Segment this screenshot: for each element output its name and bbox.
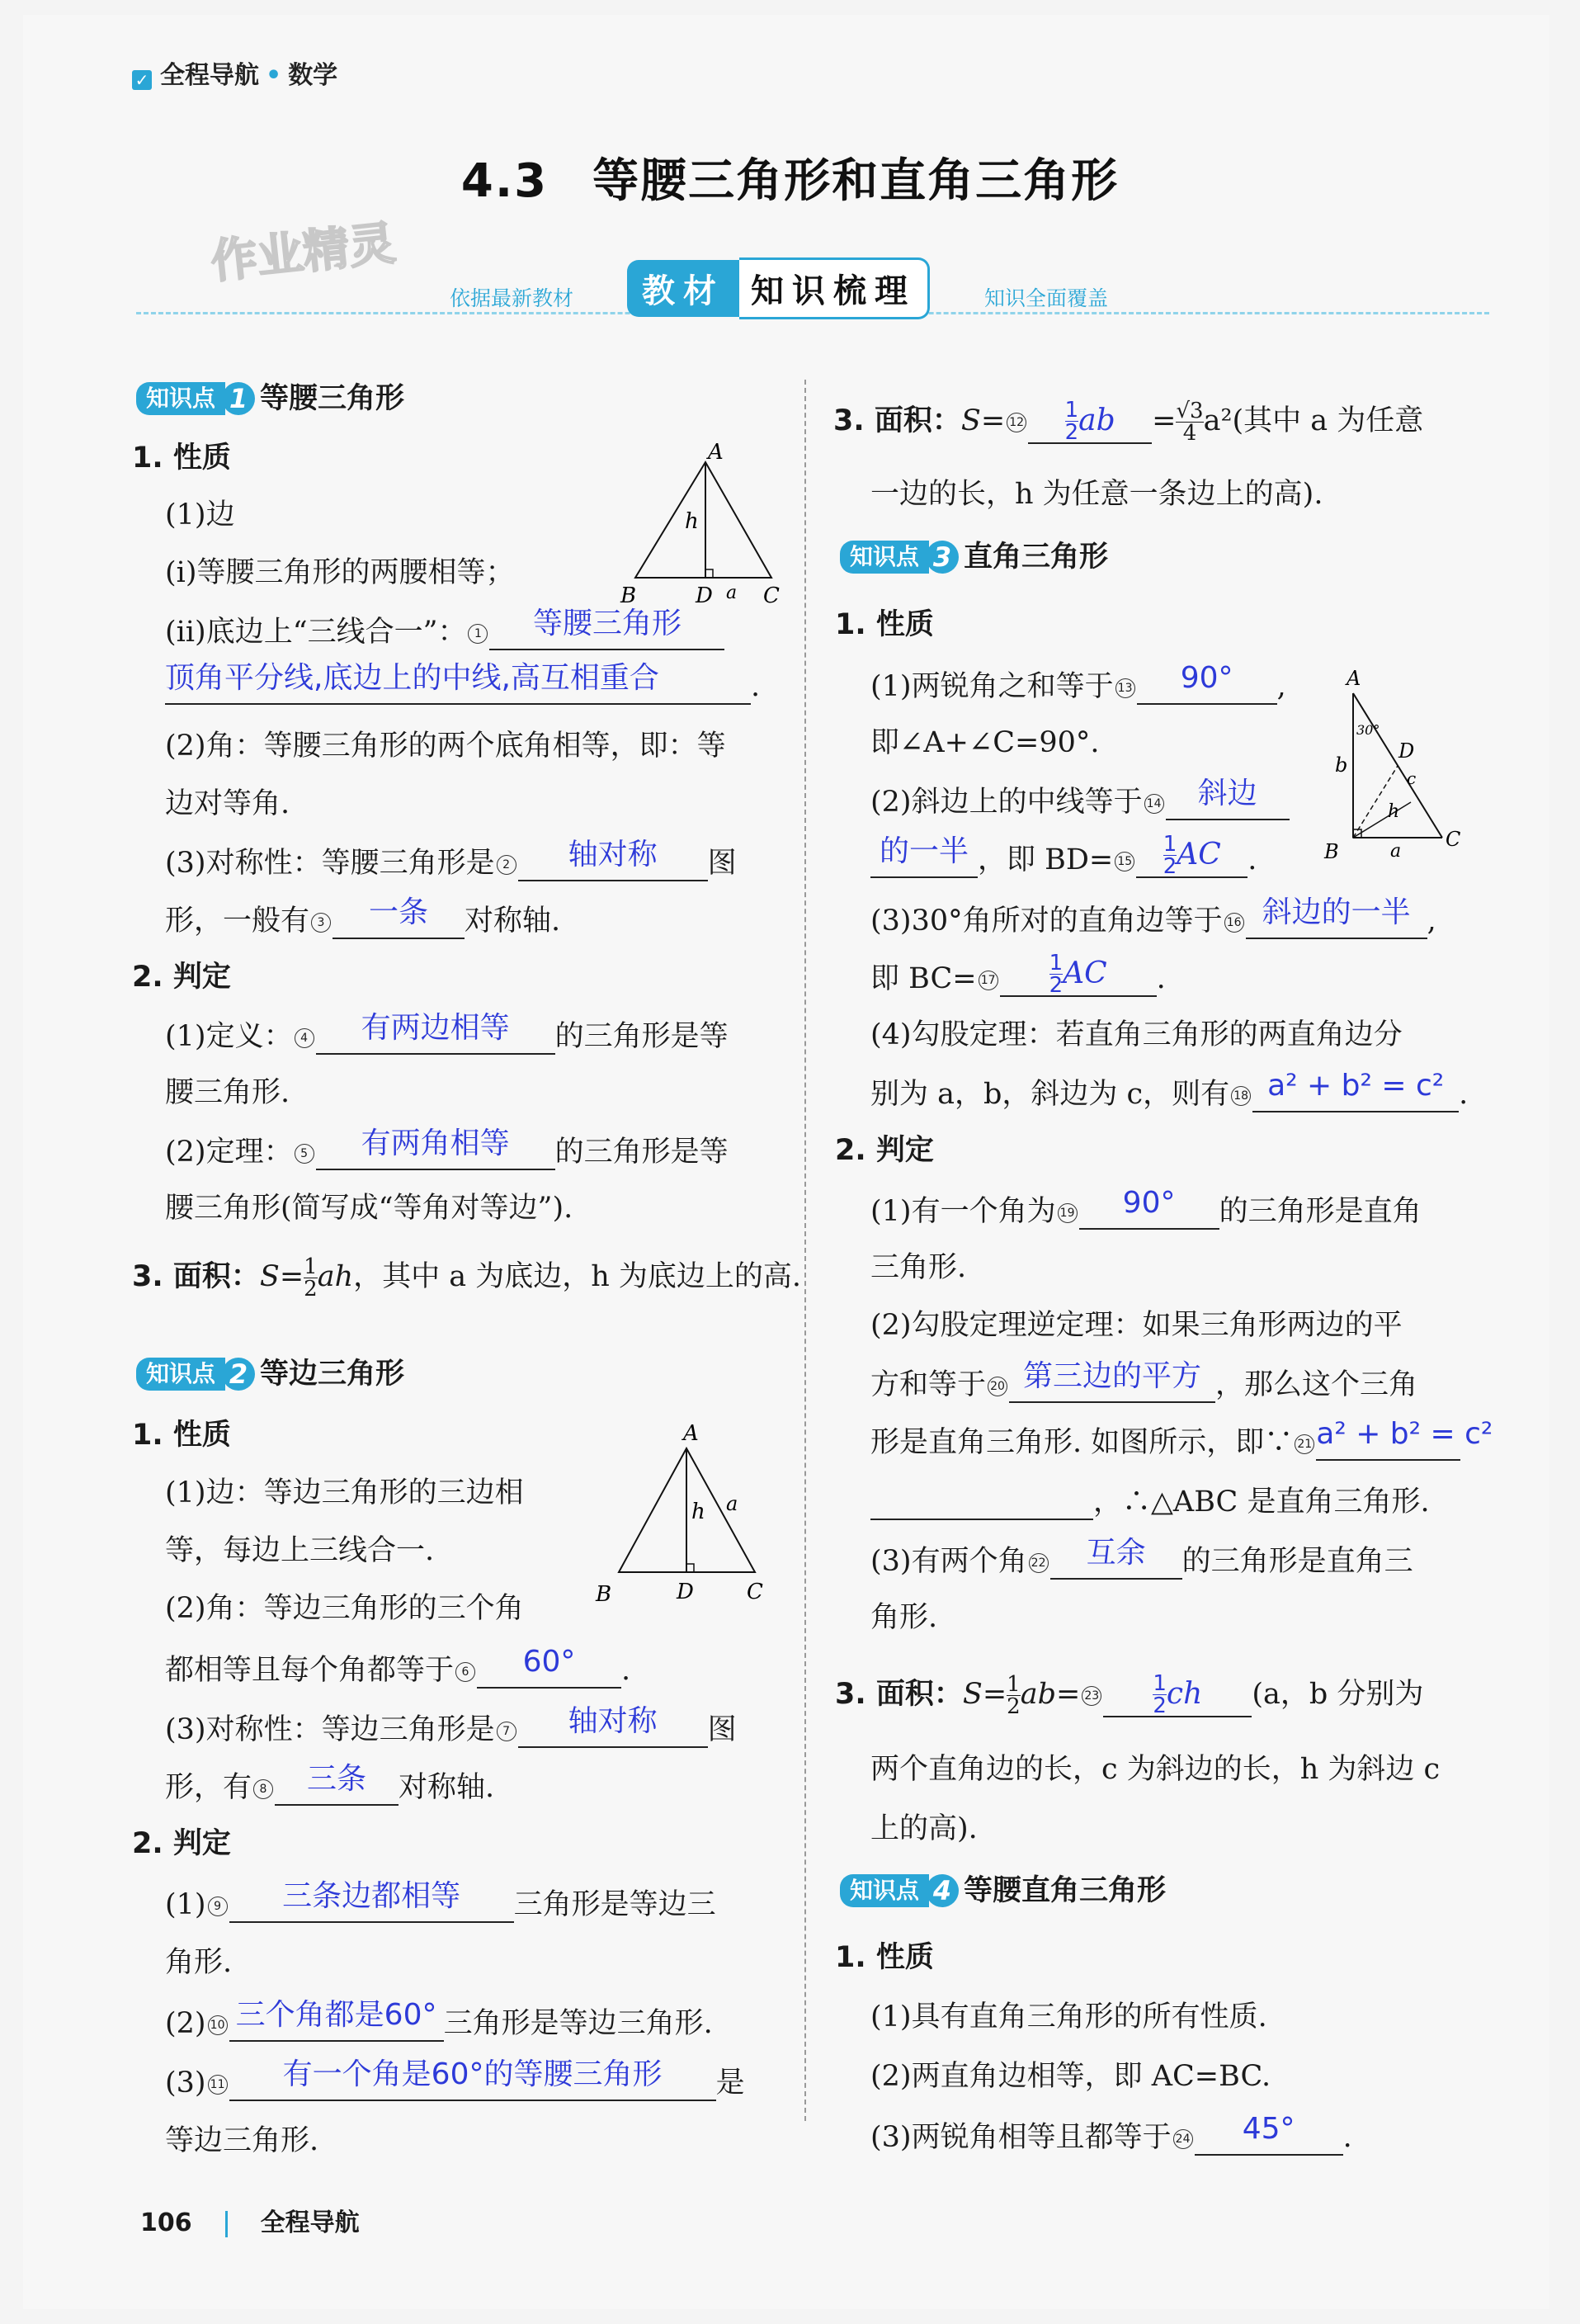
text: 别为 a，b，斜边为 c，则有 xyxy=(870,1078,1230,1111)
kp1-l12: 腰三角形(简写成“等角对等边”). xyxy=(165,1192,573,1225)
text: 的三角形是等 xyxy=(554,1136,729,1169)
kp3-l18: 两个直角边的长，c 为斜边的长，h 为斜边 c xyxy=(870,1753,1441,1786)
blank-4 xyxy=(316,1011,555,1055)
blank-index: 19 xyxy=(1058,1203,1078,1223)
kp3-h2: 2. 判定 xyxy=(835,1134,934,1167)
answer-15: AC xyxy=(1177,837,1221,872)
blank-index: 20 xyxy=(988,1377,1007,1396)
kp1-l9 xyxy=(165,1011,729,1055)
answer-23: ch xyxy=(1166,1676,1203,1711)
kp3-l16: 角形. xyxy=(870,1601,938,1634)
fraction: $\frac{1}{2}$ xyxy=(1049,951,1064,998)
blank-index: 21 xyxy=(1295,1434,1314,1454)
text: 对称轴. xyxy=(399,1771,495,1804)
answer-3: 一条 xyxy=(369,895,429,929)
text: 三角形是等边三 xyxy=(513,1888,716,1921)
blank-14b xyxy=(870,834,978,878)
svg-text:B: B xyxy=(1324,840,1339,863)
page-footer xyxy=(140,2202,360,2238)
fraction: $\frac{1}{2}$ xyxy=(304,1254,318,1301)
blank-6 xyxy=(477,1645,621,1689)
text: a²(其中 a 为任意 xyxy=(1203,404,1424,437)
blank-index: 14 xyxy=(1144,794,1164,814)
blank-index: 15 xyxy=(1115,852,1134,872)
kp1-l5: (2)角：等腰三角形的两个底角相等，即：等 xyxy=(165,730,726,763)
text: 的三角形是等 xyxy=(554,1020,729,1053)
kp-title: 等腰三角形 xyxy=(260,382,405,415)
svg-text:A: A xyxy=(708,440,724,465)
text: 的三角形是直角三 xyxy=(1181,1545,1413,1578)
text: (2) xyxy=(165,2007,206,2040)
answer-7: 轴对称 xyxy=(568,1704,658,1738)
banner-part-b: 知识梳理 xyxy=(739,257,930,319)
kp4-l2: (2)两直角边相等，即 AC=BC. xyxy=(870,2060,1271,2093)
blank-3 xyxy=(333,895,465,939)
kp2-l11: 等边三角形. xyxy=(165,2124,319,2157)
kp1-l1: (1)边 xyxy=(165,498,235,531)
kp3-l8: 别为 a，b，斜边为 c，则有 18 a² + b² = c² . xyxy=(870,1069,1469,1111)
page-header xyxy=(132,54,337,91)
kp1-l4: 顶角平分线,底边上的中线,高互相重合 . xyxy=(165,661,761,703)
answer-21: a² + b² = c² xyxy=(1316,1417,1493,1451)
fraction: $\frac{1}{2}$ xyxy=(1153,1671,1167,1718)
kp2-l6 xyxy=(165,1762,495,1806)
dot-separator: • xyxy=(266,61,282,90)
blank-index: 2 xyxy=(497,855,516,875)
isosceles-triangle-figure xyxy=(619,437,784,611)
answer-12: ab xyxy=(1078,403,1115,437)
blank-15 xyxy=(1136,832,1247,879)
text: (ⅱ)底边上“三线合一”： xyxy=(165,616,467,649)
header-brand: 全程导航 xyxy=(160,61,259,90)
kp-title: 等腰直角三角形 xyxy=(964,1874,1167,1907)
text: 形，一般有 xyxy=(165,905,310,938)
answer-20: 第三边的平方 xyxy=(1023,1359,1202,1393)
kp1-h1: 1. 性质 xyxy=(132,442,231,475)
kp1-l6: 边对等角. xyxy=(165,787,290,820)
text: 形，有 xyxy=(165,1771,252,1804)
kp2-l10 xyxy=(165,2057,745,2101)
text: 图 xyxy=(707,847,737,880)
svg-text:c: c xyxy=(1407,768,1417,788)
text: ，即 BD= xyxy=(978,843,1114,876)
kp2-l7 xyxy=(165,1879,716,1923)
kp3-l1: (1)两锐角之和等于 13 90° , xyxy=(870,661,1286,703)
kp-title: 直角三角形 xyxy=(964,541,1109,574)
answer-14: 斜边 xyxy=(1197,777,1257,810)
kp3-area: 3. 面积：S= $\frac{1}{2}$ ab= 23 $\frac{1}{2}$ ch (a，b 分别为 xyxy=(835,1671,1424,1719)
answer-9: 三条边都相等 xyxy=(282,1879,461,1913)
blank-13 xyxy=(1137,661,1277,705)
kp2-l4: 都相等且每个角都等于 6 60° . xyxy=(165,1645,631,1687)
svg-text:D: D xyxy=(1398,739,1415,763)
kp4-heading xyxy=(840,1872,1166,1909)
area-heading: 3. 面积： xyxy=(132,1260,260,1293)
answer-19: 90° xyxy=(1122,1186,1176,1220)
answer-22: 互余 xyxy=(1086,1536,1146,1570)
svg-text:D: D xyxy=(677,1580,694,1604)
kp3-l11: (2)勾股定理逆定理：如果三角形两边的平 xyxy=(870,1309,1403,1342)
kp3-h1: 1. 性质 xyxy=(835,608,934,641)
kp4-h1: 1. 性质 xyxy=(835,1941,934,1974)
answer-14b: 的一半 xyxy=(879,834,969,868)
text: (1)两锐角之和等于 xyxy=(870,670,1114,703)
answer-1: 等腰三角形 xyxy=(532,607,682,640)
text: (2)斜边上的中线等于 xyxy=(870,786,1143,819)
kp3-l6: 即 BC= 17 $\frac{1}{2}$ AC . xyxy=(870,951,1166,998)
blank-11 xyxy=(229,2057,716,2101)
blank-index: 24 xyxy=(1173,2129,1193,2149)
svg-text:B: B xyxy=(620,583,637,608)
text: 方和等于 xyxy=(870,1368,987,1401)
text: 三角形是等边三角形. xyxy=(443,2007,713,2040)
area-heading: 3. 面积： xyxy=(835,1678,963,1711)
kp3-l4: 的一半 ，即 BD= 15 $\frac{1}{2}$ AC . xyxy=(870,840,1257,878)
blank-index: 16 xyxy=(1224,913,1244,933)
svg-text:C: C xyxy=(1446,828,1461,851)
blank-index: 3 xyxy=(311,913,331,933)
answer-17: AC xyxy=(1063,956,1107,990)
text: (3) xyxy=(165,2067,206,2100)
kp2-heading xyxy=(136,1355,404,1392)
header-subject: 数学 xyxy=(288,61,338,90)
blank-23 xyxy=(1103,1671,1252,1718)
blank-5 xyxy=(316,1127,555,1170)
blank-index: 4 xyxy=(295,1028,314,1048)
kp1-l11 xyxy=(165,1127,729,1170)
kp2-area: 3. 面积：S= 12 $\frac{1}{2}$ ab = $\frac{√3}{4}$ a²(其中 a 为任意 xyxy=(833,398,1424,446)
text: (1)有一个角为 xyxy=(870,1195,1056,1228)
svg-text:b: b xyxy=(1335,753,1348,777)
svg-text:h: h xyxy=(691,1500,705,1524)
blank-20 xyxy=(1009,1359,1215,1403)
kp-title: 等边三角形 xyxy=(260,1358,405,1391)
answer-8: 三条 xyxy=(307,1762,367,1796)
blank-index: 11 xyxy=(208,2075,228,2095)
blank-1b xyxy=(165,661,751,705)
watermark-logo: 作业精灵 xyxy=(208,216,399,290)
text: 图 xyxy=(707,1713,737,1746)
kp1-l3 xyxy=(165,607,724,650)
answer-2: 轴对称 xyxy=(568,838,658,872)
answer-11: 有一个角是60°的等腰三角形 xyxy=(282,2057,663,2091)
blank-index: 12 xyxy=(1007,413,1026,432)
svg-text:a: a xyxy=(1390,841,1402,862)
kp-tag: 知识点 xyxy=(136,1358,225,1391)
text: 形是直角三角形. 如图所示，即∵ xyxy=(870,1426,1294,1459)
kp-number: 3 xyxy=(926,541,959,574)
answer-5: 有两角相等 xyxy=(361,1127,510,1160)
kp3-l7: (4)勾股定理：若直角三角形的两直角边分 xyxy=(870,1018,1403,1051)
kp2-l9 xyxy=(165,1998,713,2042)
blank-index: 7 xyxy=(497,1722,516,1741)
blank-12 xyxy=(1028,398,1152,445)
svg-text:D: D xyxy=(696,583,713,608)
kp2-l5 xyxy=(165,1704,737,1748)
text: ，∴△ABC 是直角三角形. xyxy=(1093,1486,1430,1519)
text: 都相等且每个角都等于 xyxy=(165,1654,455,1687)
kp3-l9 xyxy=(870,1186,1422,1230)
blank-10 xyxy=(229,1998,444,2042)
answer-6: 60° xyxy=(522,1645,576,1679)
footer-brand: 全程导航 xyxy=(260,2208,360,2237)
blank-index: 13 xyxy=(1115,678,1135,698)
kp3-l19: 上的高). xyxy=(870,1812,978,1845)
blank-index: 6 xyxy=(455,1662,475,1682)
blank-8 xyxy=(275,1762,399,1806)
svg-text:h: h xyxy=(1388,801,1400,822)
text: (3)两锐角相等且都等于 xyxy=(870,2121,1172,2154)
blank-7 xyxy=(518,1704,708,1748)
kp-tag: 知识点 xyxy=(840,541,929,574)
fraction: $\frac{√3}{4}$ xyxy=(1176,399,1204,446)
text: (3)有两个角 xyxy=(870,1545,1027,1578)
kp3-l10: 三角形. xyxy=(870,1251,967,1284)
answer-18: a² + b² = c² xyxy=(1267,1069,1445,1103)
right-triangle-figure xyxy=(1320,660,1477,867)
svg-text:30°: 30° xyxy=(1356,722,1380,738)
text: (3)对称性：等边三角形是 xyxy=(165,1713,495,1746)
section-left-caption: 依据最新教材 xyxy=(450,286,574,310)
fraction: $\frac{1}{2}$ xyxy=(1064,398,1079,445)
right-l2: 一边的长，h 为任意一条边上的高). xyxy=(870,478,1323,511)
blank-22 xyxy=(1050,1536,1182,1580)
section-right-caption: 知识全面覆盖 xyxy=(984,286,1109,310)
kp4-l3: (3)两锐角相等且都等于 24 45° . xyxy=(870,2112,1352,2154)
blank-index: 18 xyxy=(1231,1086,1251,1106)
kp-tag: 知识点 xyxy=(840,1874,929,1907)
svg-text:a: a xyxy=(726,1492,738,1515)
kp4-l1: (1)具有直角三角形的所有性质. xyxy=(870,2000,1267,2034)
kp-number: 2 xyxy=(222,1358,255,1391)
section-number: 4.3 xyxy=(460,154,549,208)
kp2-h2: 2. 判定 xyxy=(132,1827,231,1860)
svg-text:A: A xyxy=(683,1421,699,1446)
kp3-l3 xyxy=(870,777,1290,820)
kp1-l8 xyxy=(165,895,561,939)
blank-index: 9 xyxy=(208,1897,228,1916)
answer-24: 45° xyxy=(1242,2112,1295,2146)
text: 是 xyxy=(715,2067,745,2100)
blank-index: 22 xyxy=(1029,1553,1049,1573)
answer-4: 有两边相等 xyxy=(361,1011,510,1045)
kp3-l2: 即∠A+∠C=90°. xyxy=(870,726,1100,759)
section-banner xyxy=(627,257,957,310)
kp1-l10: 腰三角形. xyxy=(165,1076,290,1109)
text: ，那么这个三角 xyxy=(1215,1368,1418,1401)
blank-index: 10 xyxy=(208,2015,228,2035)
svg-text:A: A xyxy=(1347,667,1361,690)
section-title: 等腰三角形和直角三角形 xyxy=(592,154,1120,208)
kp3-l12 xyxy=(870,1359,1418,1403)
equilateral-triangle-figure xyxy=(594,1415,776,1605)
kp3-l15 xyxy=(870,1536,1413,1580)
text: (1) xyxy=(165,1888,206,1921)
blank-9 xyxy=(229,1879,514,1923)
svg-text:C: C xyxy=(747,1580,763,1604)
blank-1 xyxy=(489,607,724,650)
kp-tag: 知识点 xyxy=(136,382,225,415)
blank-16 xyxy=(1246,895,1427,939)
kp1-l2: (ⅰ)等腰三角形的两腰相等； xyxy=(165,556,515,589)
page-title xyxy=(0,144,1580,210)
kp3-l13 xyxy=(870,1417,1493,1461)
blank-21b xyxy=(870,1482,1093,1520)
kp2-l1: (1)边：等边三角形的三边相 xyxy=(165,1476,524,1509)
kp2-l8: 角形. xyxy=(165,1946,233,1979)
kp1-h2: 2. 判定 xyxy=(132,961,231,994)
answer-1b: 顶角平分线,底边上的中线,高互相重合 xyxy=(165,661,659,695)
answer-10: 三个角都是60° xyxy=(235,1998,437,2032)
svg-text:C: C xyxy=(763,583,780,608)
footer-bar xyxy=(225,2211,228,2237)
column-divider xyxy=(804,380,806,2121)
blank-index: 17 xyxy=(979,971,998,990)
kp3-heading xyxy=(840,538,1108,575)
blank-18 xyxy=(1252,1069,1459,1112)
svg-text:h: h xyxy=(685,509,699,534)
kp-number: 1 xyxy=(222,382,255,415)
blank-24 xyxy=(1195,2112,1343,2156)
blank-19 xyxy=(1079,1186,1219,1230)
text: (1)定义： xyxy=(165,1020,293,1053)
kp2-l3: (2)角：等边三角形的三个角 xyxy=(165,1592,524,1625)
kp3-l14 xyxy=(870,1482,1430,1520)
fraction: $\frac{1}{2}$ xyxy=(1007,1672,1021,1719)
kp1-area: 3. 面积：S= $\frac{1}{2}$ ah，其中 a 为底边，h 为底边上的高. xyxy=(132,1254,802,1301)
page-number: 106 xyxy=(140,2208,192,2237)
blank-index: 23 xyxy=(1082,1686,1101,1706)
svg-text:a: a xyxy=(726,583,738,603)
svg-text:B: B xyxy=(596,1582,612,1605)
fraction: $\frac{1}{2}$ xyxy=(1163,832,1177,879)
area-heading: 3. 面积： xyxy=(833,404,961,437)
text: (3)30°角所对的直角边等于 xyxy=(870,905,1223,938)
text: (a，b 分别为 xyxy=(1252,1678,1424,1711)
kp1-l7 xyxy=(165,838,737,881)
text: ，其中 a 为底边，h 为底边上的高. xyxy=(353,1260,802,1293)
text: 对称轴. xyxy=(465,905,561,938)
text: (3)对称性：等腰三角形是 xyxy=(165,847,495,880)
answer-13: 90° xyxy=(1180,661,1233,695)
text: 即 BC= xyxy=(870,962,977,995)
blank-index: 1 xyxy=(468,624,488,644)
kp3-l5: (3)30°角所对的直角边等于 16 斜边的一半 , xyxy=(870,895,1436,938)
text: 的三角形是直角 xyxy=(1219,1195,1422,1228)
kp2-h1: 1. 性质 xyxy=(132,1419,231,1452)
blank-2 xyxy=(518,838,708,881)
blank-index: 5 xyxy=(295,1144,314,1164)
banner-part-a: 教材 xyxy=(627,260,739,317)
blank-21 xyxy=(1316,1417,1493,1461)
kp1-heading xyxy=(136,380,404,417)
text: (2)定理： xyxy=(165,1136,293,1169)
blank-index: 8 xyxy=(253,1779,273,1799)
blank-14 xyxy=(1166,777,1290,820)
kp-number: 4 xyxy=(926,1874,959,1907)
kp2-l2: 等，每边上三线合一. xyxy=(165,1534,435,1567)
answer-16: 斜边的一半 xyxy=(1262,895,1411,929)
checkbox-icon: ✓ xyxy=(132,70,152,90)
